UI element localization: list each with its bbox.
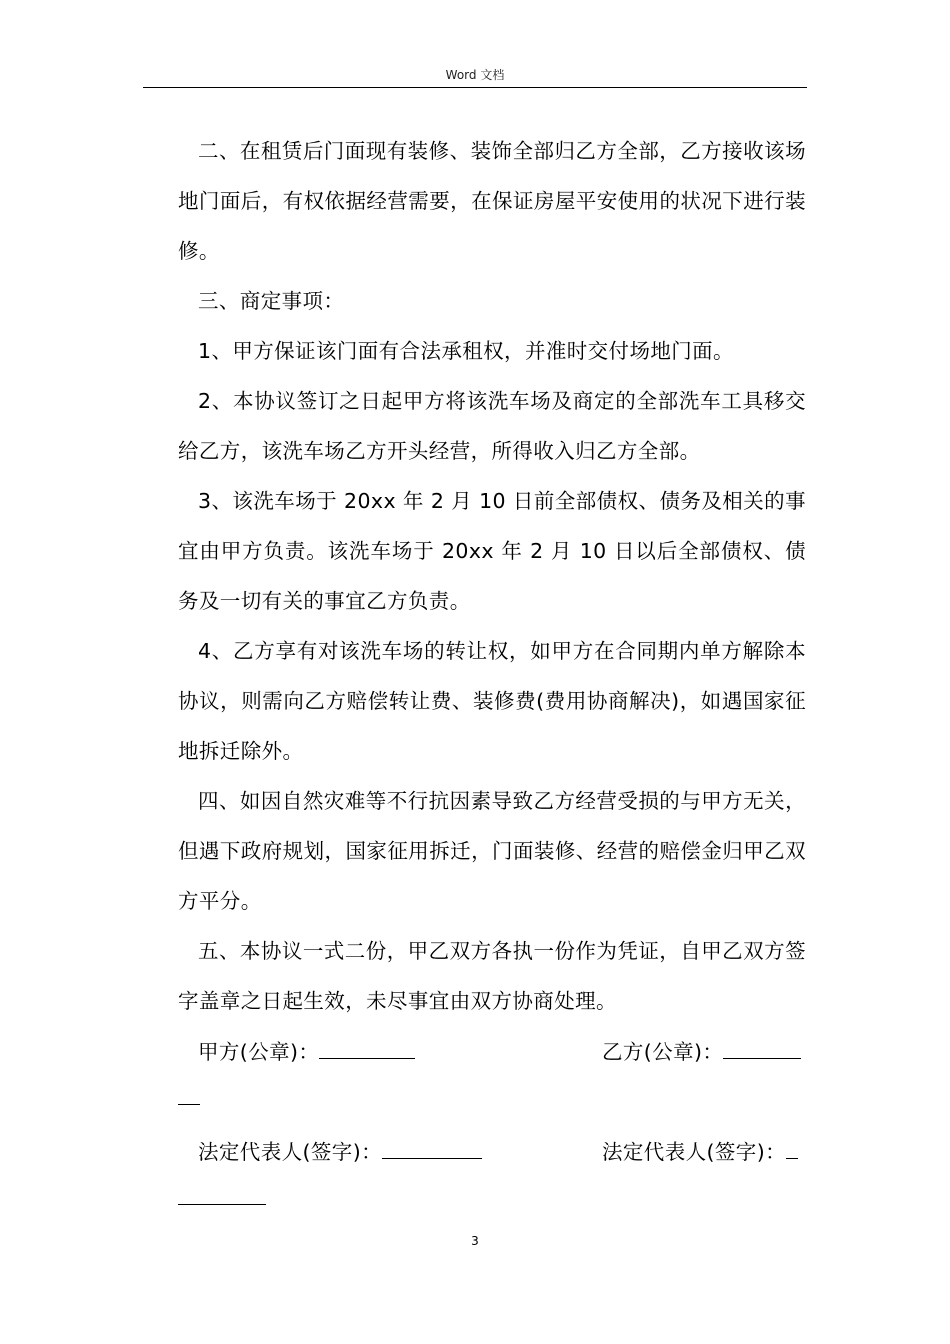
paragraph-item-4: 4、乙方享有对该洗车场的转让权，如甲方在合同期内单方解除本协议，则需向乙方赔偿转让费、装修费(费用协商解决)，如遇国家征地拆迁除外。 <box>178 639 806 763</box>
page-number: 3 <box>471 1234 479 1248</box>
party-b-rep-blank <box>786 1126 798 1159</box>
paragraph-clause-3-heading: 三、商定事项： <box>198 289 345 313</box>
representative-blank-continuation <box>178 1176 806 1226</box>
paragraph-clause-4: 四、如因自然灾难等不行抗因素导致乙方经营受损的与甲方无关，但遇下政府规划，国家征用拆迁，门面装修、经营的赔偿金归甲乙双方平分。 <box>178 789 806 913</box>
party-a-seal-label: 甲方(公章)： <box>198 1040 320 1064</box>
document-body <box>178 126 806 1226</box>
paragraph-item-3: 3、该洗车场于 20xx 年 2 月 10 日前全部债权、债务及相关的事宜由甲方负责。该洗车场于 20xx 年 2 月 10 日以后全部债权、债务及一切有关的事宜乙方负责。 <box>178 489 806 613</box>
party-a-seal-blank <box>319 1026 415 1059</box>
party-a-seal <box>198 1026 415 1077</box>
party-b-rep-label: 法定代表人(签字)： <box>602 1140 786 1164</box>
paragraph-item-1: 1、甲方保证该门面有合法承租权，并准时交付场地门面。 <box>198 339 734 363</box>
header-divider <box>143 87 807 88</box>
party-b-seal-label: 乙方(公章)： <box>602 1040 724 1064</box>
party-b-seal <box>602 1026 801 1077</box>
party-b-seal-blank <box>723 1026 801 1059</box>
party-a-rep-blank <box>382 1126 482 1159</box>
paragraph-item-2: 2、本协议签订之日起甲方将该洗车场及商定的全部洗车工具移交给乙方，该洗车场乙方开头经营，所得收入归乙方全部。 <box>178 389 806 463</box>
page-header: Word 文档 <box>445 68 505 82</box>
party-a-rep-label: 法定代表人(签字)： <box>198 1140 382 1164</box>
seal-signature-row <box>178 1026 806 1076</box>
representative-signature-row <box>178 1126 806 1176</box>
party-b-representative <box>602 1126 798 1177</box>
party-a-representative <box>198 1126 482 1177</box>
paragraph-clause-5: 五、本协议一式二份，甲乙双方各执一份作为凭证，自甲乙双方签字盖章之日起生效，未尽事宜由双方协商处理。 <box>178 939 806 1013</box>
party-b-seal-blank-continued <box>178 1104 200 1105</box>
seal-blank-continuation <box>178 1076 806 1126</box>
party-b-rep-blank-continued <box>178 1204 266 1205</box>
paragraph-clause-2: 二、在租赁后门面现有装修、装饰全部归乙方全部，乙方接收该场地门面后，有权依据经营需要，在保证房屋平安使用的状况下进行装修。 <box>178 139 806 263</box>
